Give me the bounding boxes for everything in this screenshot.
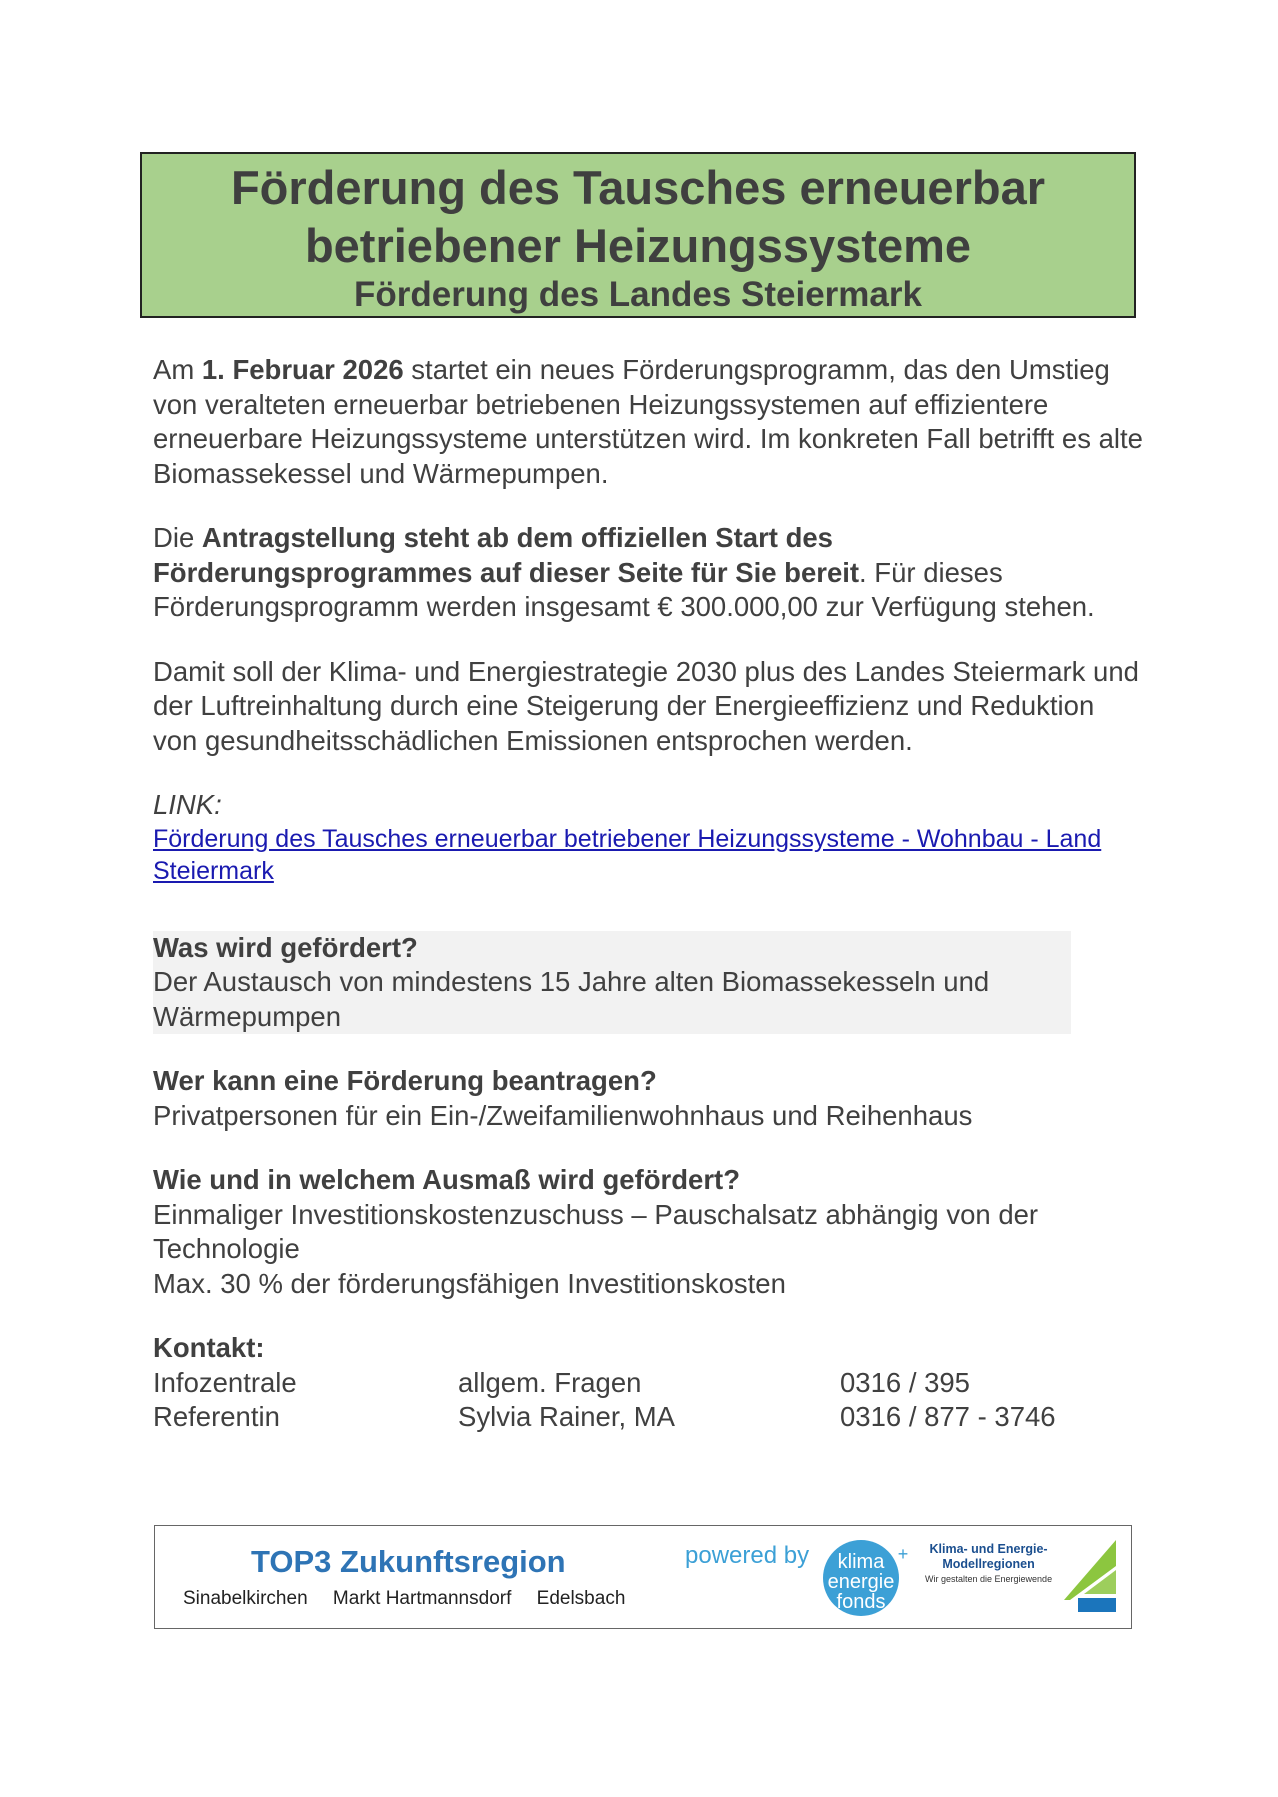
funding-link[interactable]: Förderung des Tausches erneuerbar betriebener Heizungssysteme - Wohnbau - Land Steiermark [153,824,1102,885]
faq-answer: Der Austausch von mindestens 15 Jahre alten Biomassekesseln und Wärmepumpen [153,966,990,1032]
towns-list [183,1588,645,1610]
modellregionen-logo-icon [1060,1536,1120,1616]
kmr-line2: Modellregionen [942,1557,1035,1571]
title-subtitle: Förderung des Landes Steiermark [354,275,922,314]
faq-item-2 [153,1064,1143,1133]
intro-p1-rest: startet ein neues Förderungsprogramm, das den Umstieg von veralteten erneuerbar betriebenen Heizungssystemen auf effizientere erneuerbare Heizungssysteme unterstützen wird. Im konkreten Fall betrifft es alte Biomassekessel und Wärmepumpen. [153,354,1143,489]
contact-heading: Kontakt: [153,1332,265,1363]
link-label: LINK: [153,789,222,820]
faq-question: Wie und in welchem Ausmaß wird gefördert? [153,1164,740,1195]
contact-phone: 0316 / 877 - 3746 [840,1401,1056,1432]
intro-p2-rest: . Für dieses Förderungsprogramm werden insgesamt € 300.000,00 zur Verfügung stehen. [153,556,1095,622]
intro-paragraph-1 [153,353,1143,491]
title-line2: betriebener Heizungssysteme [304,219,972,272]
intro-paragraph-3: Damit soll der Klima- und Energiestrategie 2030 plus des Landes Steiermark und der Luftreinhaltung durch eine Steigerung der Energieeffizienz und Reduktion von gesundheitsschädlichen Emissionen entsprochen werden. [153,655,1139,756]
kef-plus: + [897,1544,909,1564]
faq-item-3 [153,1163,1143,1301]
content [153,353,1143,1465]
title-line1: Förderung des Tausches erneuerbar [230,161,1046,214]
kmr-text [925,1542,1052,1587]
title-box [140,152,1136,318]
faq-answer-extra: Max. 30 % der förderungsfähigen Investitionskosten [153,1267,786,1299]
contact-phone: 0316 / 395 [840,1366,970,1398]
intro-paragraph-2 [153,521,1143,625]
town: Markt Hartmannsdorf [332,1588,512,1609]
contact-who: Infozentrale [153,1366,297,1398]
link-section [153,788,1143,887]
faq-item-1 [153,931,1143,1035]
kmr-line1: Klima- und Energie- [929,1542,1048,1556]
kef-word-fonds: fonds [836,1591,886,1613]
contact-row [153,1400,1143,1435]
kef-word-energie: energie [827,1571,895,1593]
faq-question: Wer kann eine Förderung beantragen? [153,1065,657,1096]
kef-word-klima: klima [837,1551,885,1573]
faq-answer: Privatpersonen für ein Ein-/Zweifamilienwohnhaus und Reihenhaus [153,1099,973,1131]
klima-energie-fonds-logo-icon [819,1532,909,1622]
footer-banner [154,1525,1132,1629]
contact-what: allgem. Fragen [458,1366,642,1398]
town: Sinabelkirchen [183,1588,308,1609]
faq-answer: Einmaliger Investitionskostenzuschuss – Pauschalsatz abhängig von der Technologie [153,1198,1039,1264]
intro-p1-prefix: Am [153,354,202,385]
kmr-tagline: Wir gestalten die Energiewende [925,1574,1053,1584]
contact-section [153,1331,1143,1435]
contact-what: Sylvia Rainer, MA [458,1401,676,1432]
contact-row [153,1366,1143,1401]
powered-by-text: powered by [685,1542,810,1569]
contact-who: Referentin [153,1401,280,1432]
brand-title: TOP3 Zukunftsregion [251,1544,566,1579]
application-note: Antragstellung steht ab dem offiziellen Start des Förderungsprogrammes auf dieser Seite für Sie bereit [153,522,860,588]
intro-p2-prefix: Die [153,522,202,553]
faq-question: Was wird gefördert? [153,931,418,963]
town: Edelsbach [536,1588,626,1609]
start-date: 1. Februar 2026 [201,354,404,385]
